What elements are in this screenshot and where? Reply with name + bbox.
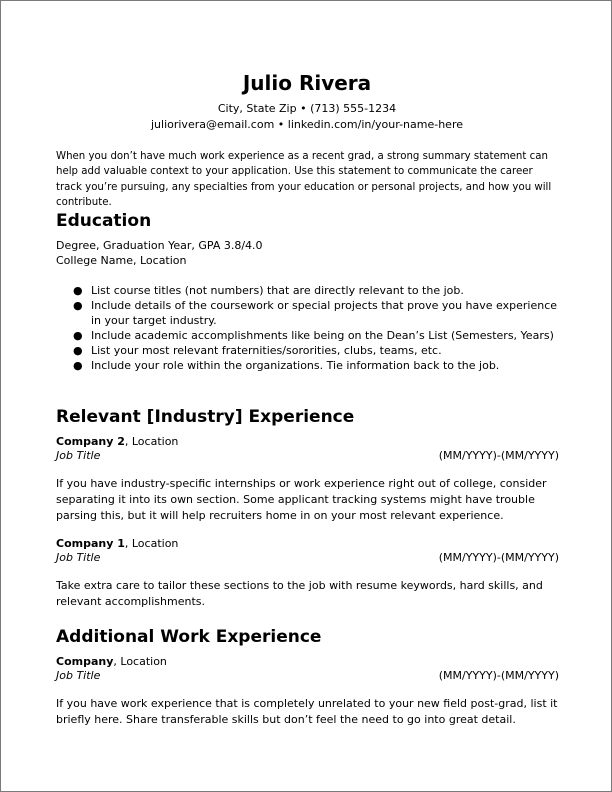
list-item	[73, 283, 563, 298]
company-location: , Location	[124, 435, 179, 448]
company-location: , Location	[113, 655, 167, 668]
job-title: Job Title	[56, 551, 101, 564]
job-description: If you have work experience that is completely unrelated to your new field post-grad, list it briefly here. Share transferable skills but don’t feel the need to go into great detail.	[56, 697, 558, 726]
degree-line: Degree, Graduation Year, GPA 3.8/4.0	[56, 239, 263, 252]
additional-experience-heading: Additional Work Experience	[56, 627, 322, 647]
list-item	[73, 298, 563, 328]
company-name: Company 2	[56, 435, 125, 448]
bullet-text: Include academic accomplishments like being on the Dean’s List (Semesters, Years)	[91, 329, 554, 342]
bullet-text: List course titles (not numbers) that are directly relevant to the job.	[91, 284, 464, 297]
job-dates: (MM/YYYY)-(MM/YYYY)	[438, 551, 559, 564]
bullet-icon: ●	[73, 329, 83, 342]
company-line	[56, 654, 167, 669]
job-title-row	[56, 448, 559, 463]
job-dates: (MM/YYYY)-(MM/YYYY)	[438, 669, 559, 682]
bullet-text: Include your role within the organizations. Tie information back to the job.	[91, 359, 500, 372]
job-dates: (MM/YYYY)-(MM/YYYY)	[438, 449, 559, 462]
job-title-row	[56, 668, 559, 683]
list-item	[73, 343, 563, 358]
job-title-row	[56, 550, 559, 565]
job-title: Job Title	[56, 669, 101, 682]
bullet-text: Include details of the coursework or special projects that prove you have experience in your target industry.	[91, 299, 558, 327]
job-description: Take extra care to tailor these sections to the job with resume keywords, hard skills, and relevant accomplishments.	[56, 579, 543, 608]
list-item	[73, 358, 563, 373]
bullet-icon: ●	[73, 359, 83, 372]
company-line	[56, 536, 178, 551]
company-name: Company	[56, 655, 114, 668]
bullet-icon: ●	[73, 284, 83, 297]
summary-statement: When you don’t have much work experience as a recent grad, a strong summary statement can help add valuable context to your application. Use this statement to communicate the career track you’re pursuing, any specialties from your education or personal projects, and how you will contribute.	[56, 151, 552, 208]
company-location: , Location	[124, 537, 179, 550]
contact-line-email-linkedin: juliorivera@email.com • linkedin.com/in/your-name-here	[150, 118, 464, 131]
education-heading: Education	[56, 211, 152, 231]
education-bullet-list	[73, 283, 563, 373]
bullet-text: List your most relevant fraternities/sororities, clubs, teams, etc.	[91, 344, 442, 357]
college-line: College Name, Location	[56, 254, 187, 267]
company-line	[56, 434, 178, 449]
company-name: Company 1	[56, 537, 125, 550]
candidate-name: Julio Rivera	[242, 71, 372, 95]
job-title: Job Title	[56, 449, 101, 462]
bullet-icon: ●	[73, 299, 83, 312]
list-item	[73, 328, 563, 343]
bullet-icon: ●	[73, 344, 83, 357]
contact-line-location-phone: City, State Zip • (713) 555-1234	[217, 102, 397, 115]
job-description: If you have industry-specific internships or work experience right out of college, consider separating it into its own section. Some applicant tracking systems might have trouble parsing this, but it will help recruiters home in on your most relevant experience.	[56, 477, 547, 522]
relevant-experience-heading: Relevant [Industry] Experience	[56, 407, 355, 427]
